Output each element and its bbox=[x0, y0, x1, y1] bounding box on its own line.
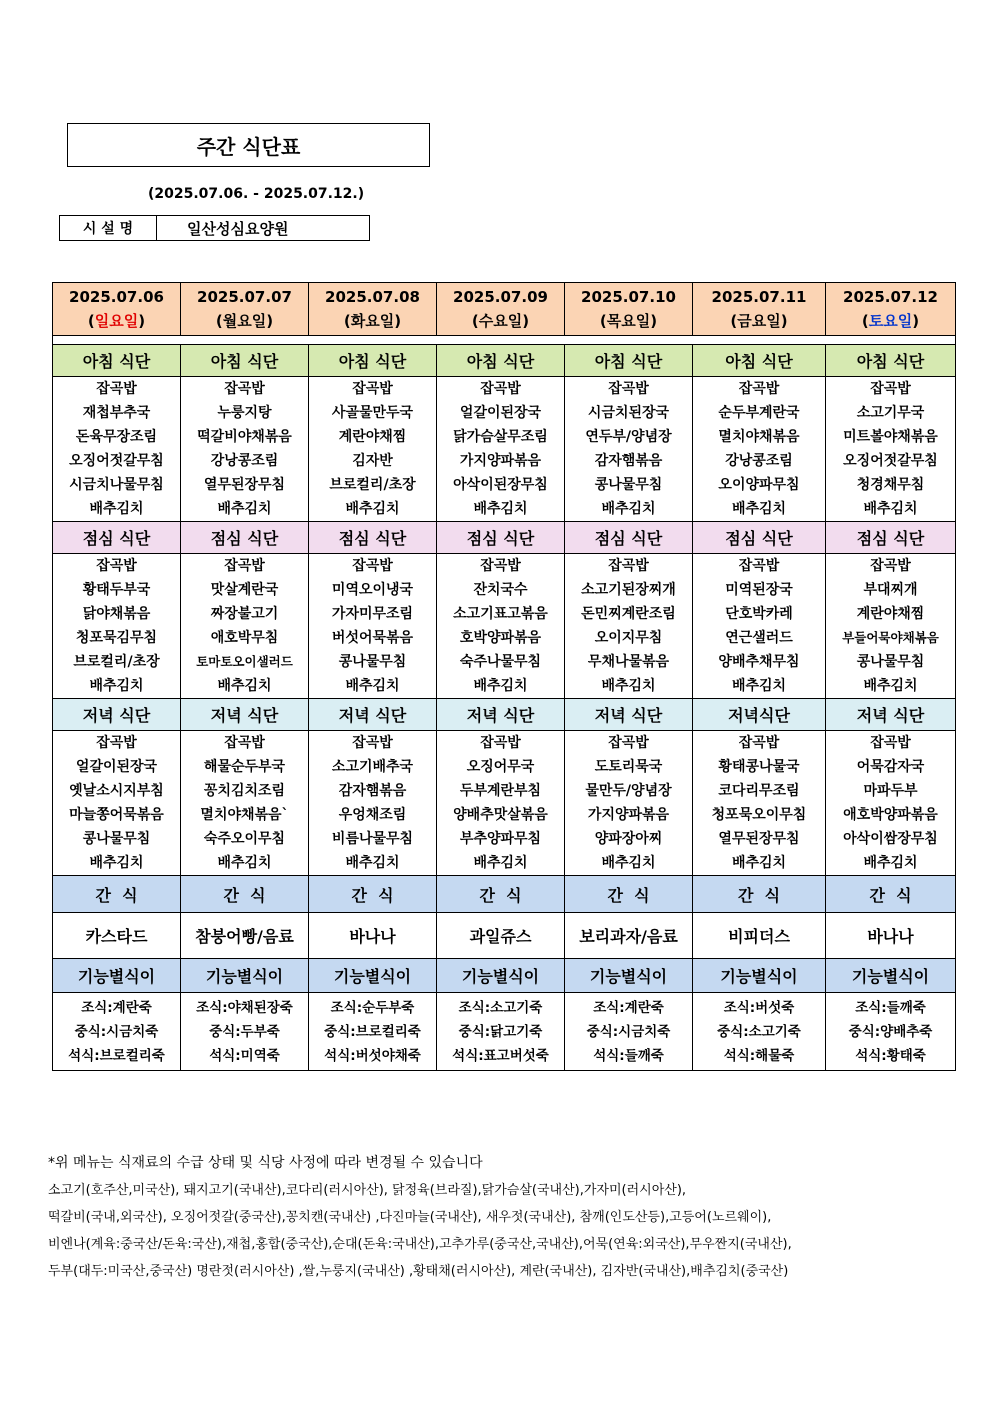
functional-diet-cell bbox=[565, 993, 693, 1071]
menu-item: 도토리묵국 bbox=[594, 759, 663, 775]
porridge-item: 조식:순두부죽 bbox=[330, 999, 415, 1016]
snack-header-cell: 간 식 bbox=[181, 876, 309, 913]
snack-item: 비피더스 bbox=[693, 913, 826, 959]
paren-open: ( bbox=[87, 312, 95, 330]
menu-item: 코다리무조림 bbox=[718, 783, 800, 799]
dinner-items-cell bbox=[693, 731, 826, 876]
weekday-label: 수요일 bbox=[478, 312, 523, 330]
breakfast-items-cell bbox=[693, 377, 826, 522]
menu-item: 잡곡밥 bbox=[480, 381, 521, 397]
menu-item: 청경채무침 bbox=[856, 477, 925, 493]
lunch-header-cell: 점심 식단 bbox=[826, 522, 956, 554]
dinner-header-cell: 저녁 식단 bbox=[826, 699, 956, 731]
snack-item: 과일쥬스 bbox=[437, 913, 565, 959]
porridge-item: 조식:버섯죽 bbox=[723, 999, 795, 1016]
snack-item: 보리과자/음료 bbox=[565, 913, 693, 959]
menu-item: 마늘쫑어묵볶음 bbox=[69, 807, 164, 823]
origin-line: 두부(대두:미국산,중국산) 명란젓(러시아산) ,쌀,누룽지(국내산) ,황태채(러시아산), 계란(국내산), 김자반(국내산),배추김치(중국산) bbox=[48, 1264, 789, 1279]
breakfast-header-cell: 아침 식단 bbox=[826, 345, 956, 377]
date-label: 2025.07.06 bbox=[69, 288, 164, 306]
menu-item: 열무된장무침 bbox=[203, 477, 286, 493]
menu-item: 감자햄볶음 bbox=[338, 783, 407, 799]
dinner-items-row bbox=[53, 731, 956, 876]
menu-item: 배추김치 bbox=[601, 501, 656, 517]
porridge-item: 석식:버섯야채죽 bbox=[324, 1047, 421, 1064]
paren-close: ) bbox=[138, 312, 146, 330]
menu-item: 순두부계란국 bbox=[718, 405, 800, 421]
date-label: 2025.07.10 bbox=[581, 288, 676, 306]
paren-close: ) bbox=[522, 312, 530, 330]
snack-header-cell: 간 식 bbox=[693, 876, 826, 913]
date-cell bbox=[826, 283, 956, 336]
dinner-header-cell: 저녁 식단 bbox=[309, 699, 437, 731]
snack-item: 참붕어빵/음료 bbox=[181, 913, 309, 959]
porridge-item: 석식:브로컬리죽 bbox=[68, 1047, 165, 1064]
weekday-line bbox=[53, 309, 180, 333]
origin-line: 비엔나(계육:중국산/돈육:국산),재첩,홍합(중국산),순대(돈육:국내산),고추가루(중국산,국내산),어묵(연육:외국산),무우짠지(국내산), bbox=[48, 1237, 792, 1252]
breakfast-items-cell bbox=[181, 377, 309, 522]
menu-item: 계란야채찜 bbox=[856, 606, 925, 622]
lunch-items-cell bbox=[181, 554, 309, 699]
breakfast-items-row bbox=[53, 377, 956, 522]
menu-item: 배추김치 bbox=[731, 501, 787, 517]
dinner-header-cell: 저녁 식단 bbox=[53, 699, 181, 731]
menu-item: 배추김치 bbox=[89, 501, 144, 517]
dinner-header-cell: 저녁식단 bbox=[693, 699, 826, 731]
menu-item: 재첩부추국 bbox=[82, 405, 151, 421]
porridge-item: 석식:미역죽 bbox=[209, 1047, 280, 1064]
snack-header-cell: 간 식 bbox=[53, 876, 181, 913]
menu-item: 멸치야채볶음 bbox=[718, 429, 800, 445]
menu-item: 김자반 bbox=[352, 453, 393, 469]
functional-diet-cell bbox=[181, 993, 309, 1071]
menu-item: 잡곡밥 bbox=[608, 558, 649, 574]
date-label: 2025.07.09 bbox=[453, 288, 548, 306]
lunch-items-cell bbox=[309, 554, 437, 699]
snack-header-cell: 간 식 bbox=[565, 876, 693, 913]
menu-item: 청포묵김무침 bbox=[75, 630, 158, 646]
menu-item: 소고기표고볶음 bbox=[453, 606, 548, 622]
menu-item: 숙주오이무침 bbox=[203, 831, 286, 847]
menu-item: 시금치된장국 bbox=[587, 405, 670, 421]
paren-open: ( bbox=[215, 312, 223, 330]
menu-item: 강낭콩조림 bbox=[210, 453, 279, 469]
origin-line: 떡갈비(국내,외국산), 오징어젓갈(중국산),꽁치캔(국내산) ,다진마늘(국내산), 새우젓(국내산), 참깨(인도산등),고등어(노르웨이), bbox=[48, 1210, 772, 1225]
snack-item: 바나나 bbox=[309, 913, 437, 959]
menu-item: 돈육무장조림 bbox=[75, 429, 158, 445]
facility-box bbox=[59, 215, 370, 241]
menu-item: 가지양파볶음 bbox=[459, 453, 542, 469]
lunch-header-cell: 점심 식단 bbox=[181, 522, 309, 554]
menu-item: 닭가슴살무조림 bbox=[453, 429, 548, 445]
dinner-items-cell bbox=[53, 731, 181, 876]
lunch-items-cell bbox=[565, 554, 693, 699]
snack-header-cell: 간 식 bbox=[309, 876, 437, 913]
menu-item: 얼갈이된장국 bbox=[459, 405, 542, 421]
menu-item: 배추김치 bbox=[345, 855, 400, 871]
menu-item: 황태콩나물국 bbox=[718, 759, 800, 775]
dinner-items-cell bbox=[565, 731, 693, 876]
menu-item: 배추김치 bbox=[345, 501, 400, 517]
menu-item: 황태두부국 bbox=[82, 582, 151, 598]
menu-item: 배추김치 bbox=[345, 678, 400, 694]
origin-info bbox=[48, 1177, 948, 1285]
menu-item: 물만두/양념장 bbox=[585, 783, 672, 799]
menu-item: 콩나물무침 bbox=[338, 654, 407, 670]
menu-item: 잡곡밥 bbox=[96, 735, 137, 751]
menu-item: 애호박양파볶음 bbox=[843, 807, 938, 823]
menu-item: 오이양파무침 bbox=[718, 477, 800, 493]
menu-item: 버섯어묵볶음 bbox=[331, 630, 414, 646]
porridge-item: 중식:양배추죽 bbox=[848, 1023, 933, 1040]
lunch-header-cell: 점심 식단 bbox=[693, 522, 826, 554]
breakfast-items-cell bbox=[309, 377, 437, 522]
menu-item: 양배추채무침 bbox=[718, 654, 800, 670]
menu-item: 잡곡밥 bbox=[608, 381, 649, 397]
date-cell bbox=[309, 283, 437, 336]
porridge-item: 조식:소고기죽 bbox=[458, 999, 543, 1016]
menu-item: 호박양파볶음 bbox=[459, 630, 542, 646]
porridge-item: 조식:들깨죽 bbox=[855, 999, 926, 1016]
facility-label: 시 설 명 bbox=[60, 216, 157, 240]
menu-item: 멸치야채볶음` bbox=[200, 807, 289, 823]
lunch-items-cell bbox=[437, 554, 565, 699]
weekday-line bbox=[693, 309, 825, 333]
breakfast-header-cell: 아침 식단 bbox=[181, 345, 309, 377]
porridge-item: 중식:닭고기죽 bbox=[458, 1023, 543, 1040]
lunch-header-cell: 점심 식단 bbox=[437, 522, 565, 554]
menu-item: 배추김치 bbox=[89, 678, 144, 694]
paren-close: ) bbox=[394, 312, 402, 330]
weekday-label: 일요일 bbox=[94, 312, 139, 330]
dinner-header-cell: 저녁 식단 bbox=[565, 699, 693, 731]
functional-diet-cell bbox=[693, 993, 826, 1071]
menu-item: 배추김치 bbox=[217, 501, 272, 517]
weekday-label: 토요일 bbox=[868, 312, 913, 330]
menu-item: 오징어젓갈무침 bbox=[843, 453, 938, 469]
dinner-items-cell bbox=[437, 731, 565, 876]
paren-open: ( bbox=[730, 312, 738, 330]
functional-diet-header-cell: 기능별식이 bbox=[693, 959, 826, 993]
breakfast-header-row bbox=[53, 345, 956, 377]
menu-item: 계란야채찜 bbox=[338, 429, 407, 445]
date-cell bbox=[437, 283, 565, 336]
paren-open: ( bbox=[471, 312, 479, 330]
menu-item: 브로컬리/초장 bbox=[329, 477, 416, 493]
menu-item: 콩나물무침 bbox=[594, 477, 663, 493]
menu-item: 사골물만두국 bbox=[331, 405, 414, 421]
menu-item: 잡곡밥 bbox=[480, 735, 521, 751]
menu-item: 열무된장무침 bbox=[718, 831, 800, 847]
menu-item: 콩나물무침 bbox=[82, 831, 151, 847]
menu-item: 배추김치 bbox=[863, 501, 918, 517]
menu-period: (2025.07.06. - 2025.07.12.) bbox=[148, 186, 365, 202]
menu-item: 우엉채조림 bbox=[338, 807, 407, 823]
menu-item: 연근샐러드 bbox=[725, 630, 793, 646]
dinner-items-cell bbox=[826, 731, 956, 876]
menu-item: 무채나물볶음 bbox=[587, 654, 670, 670]
menu-item: 배추김치 bbox=[217, 678, 272, 694]
menu-item: 오이지무침 bbox=[594, 630, 663, 646]
menu-item: 잡곡밥 bbox=[870, 381, 911, 397]
menu-item: 양배추맛살볶음 bbox=[453, 807, 548, 823]
lunch-items-cell bbox=[826, 554, 956, 699]
menu-item: 부추양파무침 bbox=[459, 831, 542, 847]
lunch-header-cell: 점심 식단 bbox=[309, 522, 437, 554]
menu-item: 배추김치 bbox=[731, 678, 787, 694]
menu-item: 잡곡밥 bbox=[352, 558, 393, 574]
weekday-label: 월요일 bbox=[222, 312, 267, 330]
menu-item: 해물순두부국 bbox=[203, 759, 286, 775]
porridge-item: 중식:브로컬리죽 bbox=[324, 1023, 421, 1040]
lunch-header-cell: 점심 식단 bbox=[53, 522, 181, 554]
breakfast-header-cell: 아침 식단 bbox=[53, 345, 181, 377]
menu-item: 잡곡밥 bbox=[96, 558, 137, 574]
menu-item: 배추김치 bbox=[731, 855, 787, 871]
menu-item: 부들어묵야채볶음 bbox=[842, 630, 939, 645]
menu-item: 닭야채볶음 bbox=[82, 606, 151, 622]
menu-item: 가자미무조림 bbox=[331, 606, 414, 622]
weekday-label: 목요일 bbox=[606, 312, 651, 330]
weekday-label: 금요일 bbox=[737, 312, 781, 330]
facility-name: 일산성심요양원 bbox=[187, 219, 289, 238]
paren-close: ) bbox=[650, 312, 658, 330]
menu-item: 어묵감자국 bbox=[856, 759, 925, 775]
menu-item: 배추김치 bbox=[473, 501, 528, 517]
porridge-item: 중식:시금치죽 bbox=[586, 1023, 671, 1040]
paren-open: ( bbox=[599, 312, 607, 330]
menu-item: 잡곡밥 bbox=[738, 558, 780, 574]
menu-item: 잡곡밥 bbox=[738, 735, 780, 751]
weekly-menu-table bbox=[52, 282, 956, 1071]
menu-item: 잡곡밥 bbox=[608, 735, 649, 751]
porridge-item: 중식:시금치죽 bbox=[74, 1023, 159, 1040]
menu-item: 꽁치김치조림 bbox=[203, 783, 286, 799]
menu-item: 잡곡밥 bbox=[224, 381, 265, 397]
menu-item: 잔치국수 bbox=[473, 582, 528, 598]
lunch-items-cell bbox=[693, 554, 826, 699]
paren-open: ( bbox=[861, 312, 869, 330]
menu-item: 배추김치 bbox=[473, 855, 528, 871]
menu-item: 잡곡밥 bbox=[96, 381, 137, 397]
breakfast-header-cell: 아침 식단 bbox=[437, 345, 565, 377]
date-label: 2025.07.12 bbox=[843, 288, 938, 306]
dinner-header-cell: 저녁 식단 bbox=[181, 699, 309, 731]
functional-diet-header-cell: 기능별식이 bbox=[181, 959, 309, 993]
menu-item: 짜장불고기 bbox=[210, 606, 279, 622]
menu-item: 두부계란부침 bbox=[459, 783, 542, 799]
functional-diet-header-cell: 기능별식이 bbox=[565, 959, 693, 993]
functional-diet-cell bbox=[437, 993, 565, 1071]
menu-item: 맛살계란국 bbox=[210, 582, 279, 598]
menu-item: 아삭이쌈장무침 bbox=[843, 831, 938, 847]
menu-item: 가지양파볶음 bbox=[587, 807, 670, 823]
dinner-header-cell: 저녁 식단 bbox=[437, 699, 565, 731]
weekday-line bbox=[309, 309, 436, 333]
menu-item: 얼갈이된장국 bbox=[75, 759, 158, 775]
breakfast-items-cell bbox=[826, 377, 956, 522]
porridge-item: 중식:소고기죽 bbox=[717, 1023, 801, 1040]
menu-item: 마파두부 bbox=[863, 783, 918, 799]
menu-item: 누룽지탕 bbox=[217, 405, 272, 421]
menu-item: 배추김치 bbox=[863, 855, 918, 871]
menu-item: 아삭이된장무침 bbox=[453, 477, 548, 493]
menu-item: 강낭콩조림 bbox=[725, 453, 793, 469]
menu-item: 애호박무침 bbox=[210, 630, 279, 646]
porridge-item: 조식:야채된장죽 bbox=[196, 999, 293, 1016]
menu-item: 오징어젓갈무침 bbox=[69, 453, 164, 469]
date-cell bbox=[53, 283, 181, 336]
menu-item: 잡곡밥 bbox=[352, 381, 393, 397]
menu-item: 연두부/양념장 bbox=[585, 429, 672, 445]
menu-item: 떡갈비야채볶음 bbox=[197, 429, 292, 445]
porridge-item: 석식:들깨죽 bbox=[593, 1047, 664, 1064]
menu-item: 숙주나물무침 bbox=[459, 654, 542, 670]
menu-item: 토마토오이샐러드 bbox=[196, 654, 293, 669]
porridge-item: 석식:해물죽 bbox=[723, 1047, 795, 1064]
date-label: 2025.07.07 bbox=[197, 288, 292, 306]
menu-item: 양파장아찌 bbox=[594, 831, 663, 847]
menu-item: 오징어무국 bbox=[466, 759, 535, 775]
menu-item: 소고기무국 bbox=[856, 405, 925, 421]
paren-close: ) bbox=[266, 312, 274, 330]
snack-item: 바나나 bbox=[826, 913, 956, 959]
weekday-label: 화요일 bbox=[350, 312, 395, 330]
dinner-items-cell bbox=[181, 731, 309, 876]
functional-diet-header-row bbox=[53, 959, 956, 993]
menu-item: 시금치나물무침 bbox=[69, 477, 164, 493]
menu-item: 배추김치 bbox=[601, 678, 656, 694]
date-cell bbox=[693, 283, 826, 336]
menu-item: 배추김치 bbox=[601, 855, 656, 871]
functional-diet-items-row bbox=[53, 993, 956, 1071]
lunch-header-cell: 점심 식단 bbox=[565, 522, 693, 554]
functional-diet-cell bbox=[826, 993, 956, 1071]
menu-item: 미역오이냉국 bbox=[331, 582, 414, 598]
breakfast-header-cell: 아침 식단 bbox=[309, 345, 437, 377]
menu-item: 소고기된장찌개 bbox=[581, 582, 676, 598]
date-label: 2025.07.08 bbox=[325, 288, 420, 306]
dinner-header-row bbox=[53, 699, 956, 731]
page-title: 주간 식단표 bbox=[67, 123, 430, 167]
breakfast-items-cell bbox=[437, 377, 565, 522]
paren-close: ) bbox=[912, 312, 920, 330]
menu-item: 배추김치 bbox=[473, 678, 528, 694]
menu-item: 미역된장국 bbox=[725, 582, 793, 598]
menu-item: 단호박카레 bbox=[725, 606, 793, 622]
weekday-line bbox=[181, 309, 308, 333]
porridge-item: 석식:황태죽 bbox=[855, 1047, 926, 1064]
menu-item: 브로컬리/초장 bbox=[73, 654, 160, 670]
weekday-line bbox=[565, 309, 692, 333]
menu-item: 돈민찌계란조림 bbox=[581, 606, 676, 622]
menu-item: 콩나물무침 bbox=[856, 654, 925, 670]
snack-items-row bbox=[53, 913, 956, 959]
menu-item: 부대찌개 bbox=[863, 582, 918, 598]
menu-item: 배추김치 bbox=[217, 855, 272, 871]
breakfast-header-cell: 아침 식단 bbox=[693, 345, 826, 377]
functional-diet-header-cell: 기능별식이 bbox=[826, 959, 956, 993]
menu-item: 배추김치 bbox=[89, 855, 144, 871]
date-cell bbox=[565, 283, 693, 336]
porridge-item: 조식:계란죽 bbox=[81, 999, 152, 1016]
snack-header-cell: 간 식 bbox=[826, 876, 956, 913]
date-label: 2025.07.11 bbox=[711, 288, 807, 306]
menu-item: 배추김치 bbox=[863, 678, 918, 694]
porridge-item: 석식:표고버섯죽 bbox=[452, 1047, 549, 1064]
paren-open: ( bbox=[343, 312, 351, 330]
menu-item: 청포묵오이무침 bbox=[711, 807, 807, 823]
menu-item: 잡곡밥 bbox=[224, 735, 265, 751]
menu-item: 감자햄볶음 bbox=[594, 453, 663, 469]
menu-item: 비름나물무침 bbox=[331, 831, 414, 847]
menu-item: 잡곡밥 bbox=[480, 558, 521, 574]
snack-header-row bbox=[53, 876, 956, 913]
menu-item: 잡곡밥 bbox=[870, 735, 911, 751]
menu-item: 잡곡밥 bbox=[738, 381, 780, 397]
snack-item: 카스타드 bbox=[53, 913, 181, 959]
porridge-item: 중식:두부죽 bbox=[209, 1023, 280, 1040]
breakfast-items-cell bbox=[53, 377, 181, 522]
menu-item: 미트볼야채볶음 bbox=[843, 429, 938, 445]
lunch-header-row bbox=[53, 522, 956, 554]
lunch-items-row bbox=[53, 554, 956, 699]
paren-close: ) bbox=[780, 312, 788, 330]
functional-diet-cell bbox=[309, 993, 437, 1071]
menu-item: 옛날소시지부침 bbox=[69, 783, 164, 799]
snack-header-cell: 간 식 bbox=[437, 876, 565, 913]
porridge-item: 조식:계란죽 bbox=[593, 999, 664, 1016]
lunch-items-cell bbox=[53, 554, 181, 699]
menu-item: 잡곡밥 bbox=[224, 558, 265, 574]
functional-diet-header-cell: 기능별식이 bbox=[437, 959, 565, 993]
origin-line: 소고기(호주산,미국산), 돼지고기(국내산),코다리(러시아산), 닭정육(브라질),닭가슴살(국내산),가자미(러시아산), bbox=[48, 1183, 687, 1198]
date-cell bbox=[181, 283, 309, 336]
date-row bbox=[53, 283, 956, 336]
breakfast-items-cell bbox=[565, 377, 693, 522]
weekday-line bbox=[437, 309, 564, 333]
menu-item: 잡곡밥 bbox=[870, 558, 911, 574]
dinner-items-cell bbox=[309, 731, 437, 876]
breakfast-header-cell: 아침 식단 bbox=[565, 345, 693, 377]
functional-diet-header-cell: 기능별식이 bbox=[309, 959, 437, 993]
functional-diet-cell bbox=[53, 993, 181, 1071]
menu-item: 잡곡밥 bbox=[352, 735, 393, 751]
functional-diet-header-cell: 기능별식이 bbox=[53, 959, 181, 993]
weekday-line bbox=[826, 309, 955, 333]
menu-change-notice: *위 메뉴는 식재료의 수급 상태 및 식당 사정에 따라 변경될 수 있습니다 bbox=[48, 1155, 483, 1171]
menu-item: 소고기배추국 bbox=[331, 759, 414, 775]
